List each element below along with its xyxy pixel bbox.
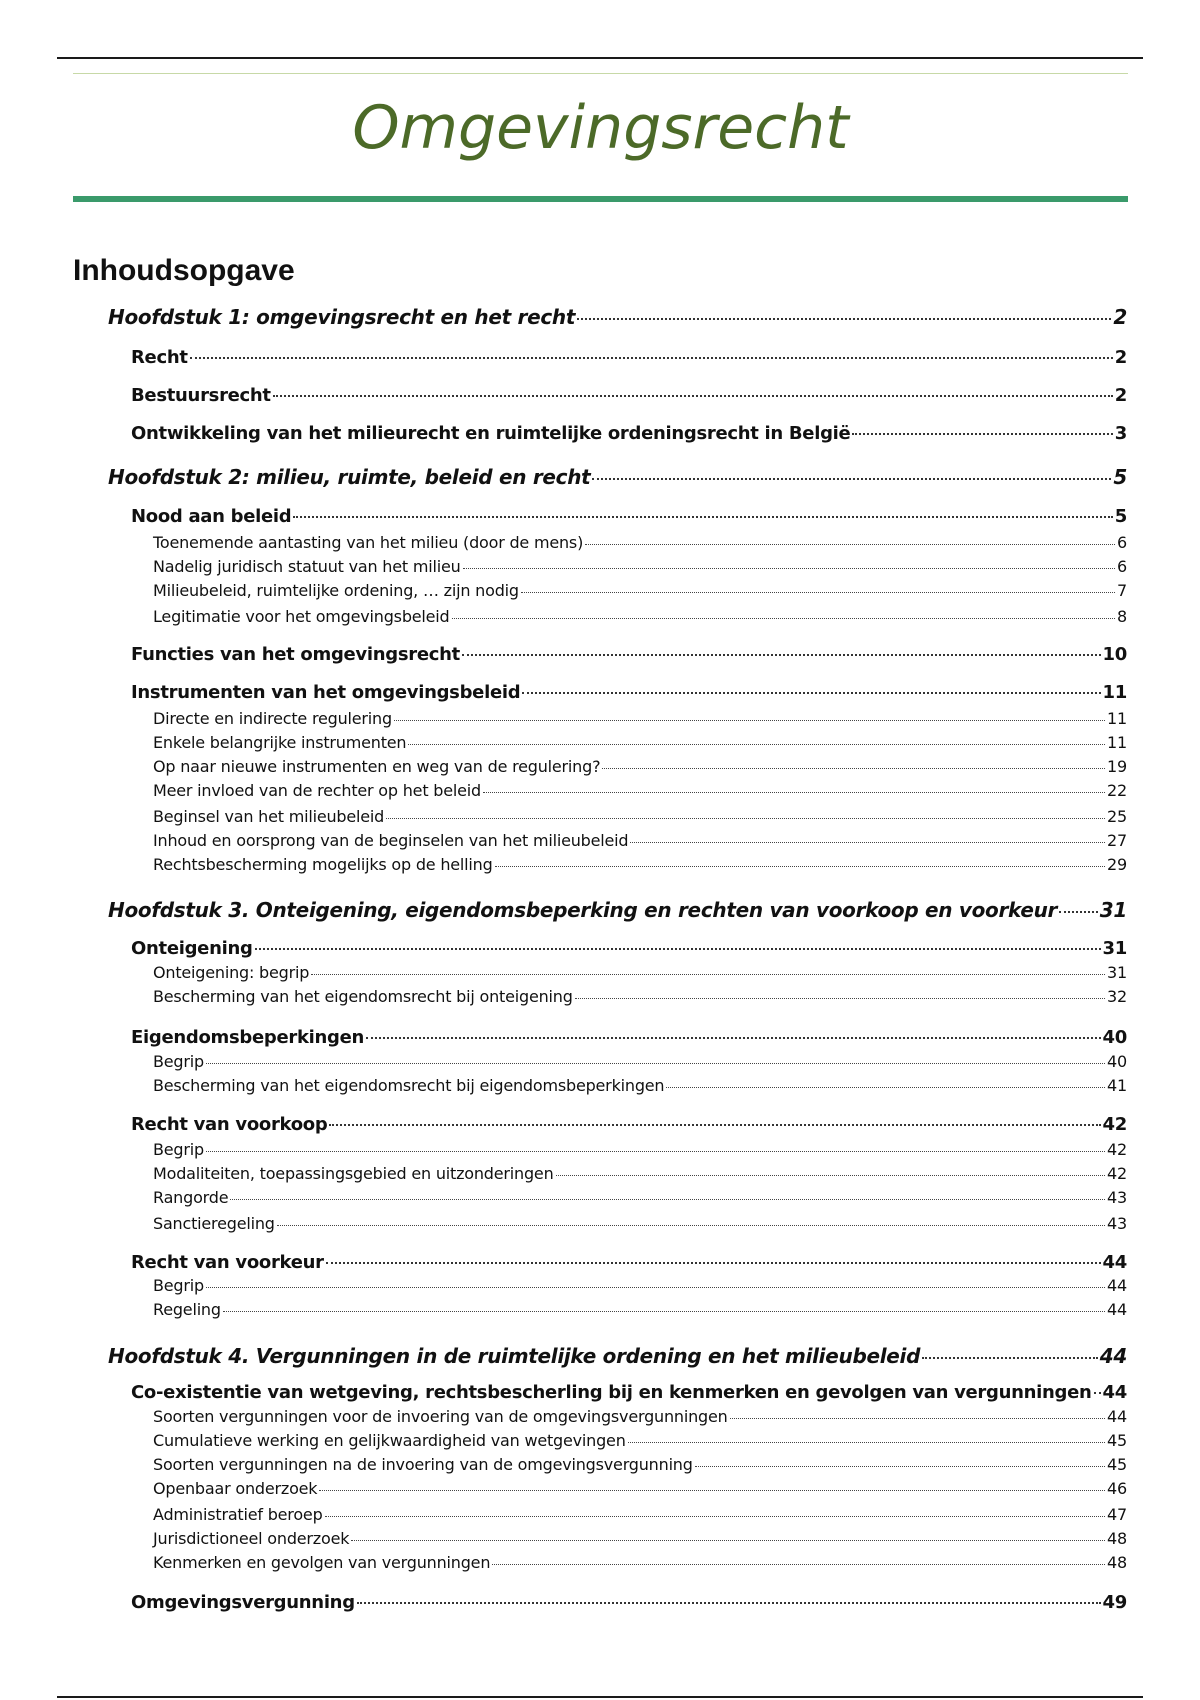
toc-dot-leader — [628, 1442, 1105, 1443]
toc-subsection-entry[interactable] — [153, 963, 1127, 982]
toc-entry-page-number: 40 — [1102, 1027, 1127, 1048]
toc-dot-leader — [325, 1516, 1106, 1517]
toc-dot-leader — [602, 768, 1105, 769]
toc-entry-page-number: 11 — [1107, 709, 1127, 728]
toc-entry-label: Hoofdstuk 4. Vergunningen in de ruimtelijke ordening en het milieubeleid — [108, 1344, 921, 1368]
toc-entry-page-number: 45 — [1107, 1455, 1127, 1474]
toc-entry-page-number: 45 — [1107, 1431, 1127, 1450]
toc-dot-leader — [521, 592, 1115, 593]
toc-subsection-entry[interactable] — [153, 709, 1127, 728]
toc-dot-leader — [206, 1063, 1105, 1064]
toc-entry-label: Ontwikkeling van het milieurecht en ruimtelijke ordeningsrecht in België — [131, 423, 851, 444]
document-title: Omgevingsrecht — [352, 93, 849, 163]
toc-subsection-entry[interactable] — [153, 1140, 1127, 1159]
toc-chapter-entry[interactable] — [108, 465, 1127, 489]
toc-dot-leader — [326, 1262, 1101, 1264]
toc-entry-page-number: 8 — [1117, 607, 1127, 626]
toc-dot-leader — [522, 692, 1100, 694]
toc-subsection-entry[interactable] — [153, 1164, 1127, 1183]
toc-entry-page-number: 27 — [1107, 831, 1127, 850]
toc-entry-label: Hoofdstuk 3. Onteigening, eigendomsbeperking en rechten van voorkoop en voorkeur — [108, 898, 1058, 922]
toc-entry-label: Toenemende aantasting van het milieu (door de mens) — [153, 533, 584, 552]
toc-entry-page-number: 6 — [1117, 557, 1127, 576]
toc-entry-label: Eigendomsbeperkingen — [131, 1027, 365, 1048]
toc-subsection-entry[interactable] — [153, 1214, 1127, 1233]
toc-entry-page-number: 44 — [1099, 1344, 1127, 1368]
toc-dot-leader — [366, 1037, 1101, 1039]
toc-entry-label: Cumulatieve werking en gelijkwaardigheid van wetgevingen — [153, 1431, 626, 1450]
toc-entry-page-number: 42 — [1107, 1164, 1127, 1183]
toc-dot-leader — [1094, 1392, 1101, 1394]
toc-entry-label: Modaliteiten, toepassingsgebied en uitzonderingen — [153, 1164, 554, 1183]
toc-subsection-entry[interactable] — [153, 1505, 1127, 1524]
toc-entry-page-number: 29 — [1107, 855, 1127, 874]
toc-subsection-entry[interactable] — [153, 781, 1127, 800]
toc-section-entry[interactable] — [131, 506, 1127, 527]
toc-entry-label: Directe en indirecte regulering — [153, 709, 392, 728]
toc-dot-leader — [1059, 911, 1098, 913]
toc-entry-page-number: 2 — [1114, 385, 1127, 406]
toc-dot-leader — [495, 866, 1105, 867]
toc-entry-label: Bescherming van het eigendomsrecht bij onteigening — [153, 987, 573, 1006]
toc-entry-page-number: 5 — [1114, 506, 1127, 527]
toc-subsection-entry[interactable] — [153, 1553, 1127, 1572]
toc-subsection-entry[interactable] — [153, 581, 1127, 600]
toc-entry-page-number: 25 — [1107, 807, 1127, 826]
toc-section-entry[interactable] — [131, 1592, 1127, 1613]
toc-dot-leader — [575, 998, 1105, 999]
toc-entry-label: Milieubeleid, ruimtelijke ordening, … zijn nodig — [153, 581, 519, 600]
toc-subsection-entry[interactable] — [153, 1300, 1127, 1319]
toc-entry-label: Rangorde — [153, 1188, 229, 1207]
toc-dot-leader — [311, 974, 1105, 975]
toc-dot-leader — [922, 1357, 1098, 1359]
toc-entry-label: Bescherming van het eigendomsrecht bij eigendomsbeperkingen — [153, 1076, 665, 1095]
toc-entry-page-number: 40 — [1107, 1052, 1127, 1071]
toc-subsection-entry[interactable] — [153, 1529, 1127, 1548]
toc-dot-leader — [293, 516, 1112, 518]
toc-dot-leader — [223, 1311, 1105, 1312]
toc-entry-label: Inhoud en oorsprong van de beginselen van het milieubeleid — [153, 831, 629, 850]
toc-subsection-entry[interactable] — [153, 855, 1127, 874]
toc-entry-label: Regeling — [153, 1300, 221, 1319]
toc-entry-page-number: 32 — [1107, 987, 1127, 1006]
toc-entry-label: Openbaar onderzoek — [153, 1479, 318, 1498]
toc-entry-page-number: 11 — [1107, 733, 1127, 752]
toc-subsection-entry[interactable] — [153, 831, 1127, 850]
toc-entry-page-number: 41 — [1107, 1076, 1127, 1095]
toc-dot-leader — [462, 654, 1101, 656]
toc-entry-label: Functies van het omgevingsrecht — [131, 644, 460, 665]
toc-section-entry[interactable] — [131, 423, 1127, 444]
toc-section-entry[interactable] — [131, 682, 1127, 703]
toc-entry-page-number: 31 — [1102, 938, 1127, 959]
toc-subsection-entry[interactable] — [153, 1479, 1127, 1498]
toc-subsection-entry[interactable] — [153, 807, 1127, 826]
toc-entry-label: Begrip — [153, 1140, 204, 1159]
toc-entry-page-number: 7 — [1117, 581, 1127, 600]
toc-dot-leader — [277, 1225, 1105, 1226]
toc-section-entry[interactable] — [131, 1382, 1127, 1403]
toc-entry-page-number: 2 — [1114, 347, 1127, 368]
toc-entry-label: Enkele belangrijke instrumenten — [153, 733, 407, 752]
toc-entry-page-number: 3 — [1114, 423, 1127, 444]
toc-entry-page-number: 2 — [1113, 305, 1127, 329]
toc-entry-page-number: 19 — [1107, 757, 1127, 776]
toc-entry-page-number: 31 — [1099, 898, 1127, 922]
toc-subsection-entry[interactable] — [153, 733, 1127, 752]
toc-entry-label: Nood aan beleid — [131, 506, 292, 527]
toc-section-entry[interactable] — [131, 644, 1127, 665]
toc-entry-page-number: 44 — [1107, 1276, 1127, 1295]
toc-entry-page-number: 11 — [1102, 682, 1127, 703]
toc-entry-page-number: 44 — [1102, 1252, 1127, 1273]
toc-chapter-entry[interactable] — [108, 1344, 1127, 1368]
toc-entry-page-number: 47 — [1107, 1505, 1127, 1524]
toc-dot-leader — [351, 1540, 1105, 1541]
toc-subsection-entry[interactable] — [153, 1076, 1127, 1095]
toc-dot-leader — [483, 792, 1105, 793]
toc-dot-leader — [463, 568, 1115, 569]
toc-dot-leader — [206, 1151, 1105, 1152]
toc-entry-page-number: 44 — [1102, 1382, 1127, 1403]
toc-dot-leader — [319, 1490, 1105, 1491]
toc-entry-page-number: 43 — [1107, 1214, 1127, 1233]
toc-entry-label: Instrumenten van het omgevingsbeleid — [131, 682, 521, 703]
toc-subsection-entry[interactable] — [153, 1431, 1127, 1450]
toc-entry-label: Onteigening: begrip — [153, 963, 310, 982]
page-bottom-rule — [57, 1696, 1143, 1698]
toc-dot-leader — [730, 1418, 1105, 1419]
toc-entry-label: Begrip — [153, 1052, 204, 1071]
toc-chapter-entry[interactable] — [108, 305, 1127, 329]
toc-entry-label: Op naar nieuwe instrumenten en weg van de regulering? — [153, 757, 601, 776]
toc-section-entry[interactable] — [131, 1114, 1127, 1135]
toc-entry-label: Bestuursrecht — [131, 385, 271, 406]
toc-entry-label: Soorten vergunningen na de invoering van de omgevingsvergunning — [153, 1455, 693, 1474]
toc-section-entry[interactable] — [131, 347, 1127, 368]
toc-entry-page-number: 49 — [1102, 1592, 1127, 1613]
toc-entry-page-number: 10 — [1102, 644, 1127, 665]
toc-dot-leader — [695, 1466, 1105, 1467]
toc-entry-page-number: 44 — [1107, 1300, 1127, 1319]
toc-heading: Inhoudsopgave — [73, 254, 295, 287]
toc-dot-leader — [556, 1175, 1106, 1176]
toc-subsection-entry[interactable] — [153, 1455, 1127, 1474]
toc-dot-leader — [585, 544, 1115, 545]
toc-chapter-entry[interactable] — [108, 898, 1127, 922]
toc-dot-leader — [329, 1124, 1100, 1126]
toc-section-entry[interactable] — [131, 385, 1127, 406]
toc-entry-label: Kenmerken en gevolgen van vergunningen — [153, 1553, 491, 1572]
toc-entry-label: Onteigening — [131, 938, 253, 959]
toc-entry-label: Hoofdstuk 1: omgevingsrecht en het recht — [108, 305, 576, 329]
toc-entry-label: Begrip — [153, 1276, 204, 1295]
toc-entry-page-number: 6 — [1117, 533, 1127, 552]
toc-subsection-entry[interactable] — [153, 607, 1127, 626]
toc-dot-leader — [592, 478, 1111, 480]
toc-dot-leader — [357, 1602, 1101, 1604]
toc-dot-leader — [577, 318, 1111, 320]
toc-entry-page-number: 46 — [1107, 1479, 1127, 1498]
toc-entry-page-number: 44 — [1107, 1407, 1127, 1426]
toc-entry-label: Jurisdictioneel onderzoek — [153, 1529, 350, 1548]
toc-dot-leader — [255, 948, 1101, 950]
toc-dot-leader — [492, 1564, 1105, 1565]
toc-entry-label: Beginsel van het milieubeleid — [153, 807, 385, 826]
toc-dot-leader — [394, 720, 1105, 721]
toc-subsection-entry[interactable] — [153, 1407, 1127, 1426]
toc-entry-page-number: 42 — [1107, 1140, 1127, 1159]
toc-dot-leader — [408, 744, 1105, 745]
toc-subsection-entry[interactable] — [153, 557, 1127, 576]
toc-dot-leader — [630, 842, 1105, 843]
toc-section-entry[interactable] — [131, 1252, 1127, 1273]
toc-dot-leader — [452, 618, 1116, 619]
toc-subsection-entry[interactable] — [153, 533, 1127, 552]
toc-subsection-entry[interactable] — [153, 757, 1127, 776]
toc-entry-label: Recht van voorkoop — [131, 1114, 328, 1135]
toc-dot-leader — [273, 395, 1113, 397]
toc-entry-label: Administratief beroep — [153, 1505, 323, 1524]
toc-entry-label: Nadelig juridisch statuut van het milieu — [153, 557, 461, 576]
toc-section-entry[interactable] — [131, 1027, 1127, 1048]
toc-dot-leader — [386, 818, 1105, 819]
toc-subsection-entry[interactable] — [153, 987, 1127, 1006]
toc-entry-label: Meer invloed van de rechter op het beleid — [153, 781, 481, 800]
toc-entry-label: Sanctieregeling — [153, 1214, 275, 1233]
toc-entry-label: Omgevingsvergunning — [131, 1592, 355, 1613]
toc-subsection-entry[interactable] — [153, 1188, 1127, 1207]
toc-entry-page-number: 43 — [1107, 1188, 1127, 1207]
toc-entry-page-number: 42 — [1102, 1114, 1127, 1135]
toc-dot-leader — [230, 1199, 1105, 1200]
toc-entry-label: Recht — [131, 347, 188, 368]
toc-subsection-entry[interactable] — [153, 1052, 1127, 1071]
toc-entry-label: Co-existentie van wetgeving, rechtsbescherling bij en kenmerken en gevolgen van vergunningen — [131, 1382, 1092, 1403]
toc-section-entry[interactable] — [131, 938, 1127, 959]
toc-entry-page-number: 22 — [1107, 781, 1127, 800]
toc-entry-label: Legitimatie voor het omgevingsbeleid — [153, 607, 450, 626]
toc-entry-page-number: 48 — [1107, 1529, 1127, 1548]
toc-entry-label: Hoofdstuk 2: milieu, ruimte, beleid en recht — [108, 465, 591, 489]
toc-dot-leader — [852, 433, 1112, 435]
toc-dot-leader — [666, 1087, 1105, 1088]
toc-dot-leader — [206, 1287, 1105, 1288]
toc-entry-page-number: 31 — [1107, 963, 1127, 982]
toc-entry-label: Rechtsbescherming mogelijks op de helling — [153, 855, 493, 874]
toc-subsection-entry[interactable] — [153, 1276, 1127, 1295]
toc-dot-leader — [190, 357, 1113, 359]
toc-entry-page-number: 48 — [1107, 1553, 1127, 1572]
toc-entry-page-number: 5 — [1113, 465, 1127, 489]
toc-entry-label: Soorten vergunningen voor de invoering van de omgevingsvergunningen — [153, 1407, 728, 1426]
toc-entry-label: Recht van voorkeur — [131, 1252, 324, 1273]
